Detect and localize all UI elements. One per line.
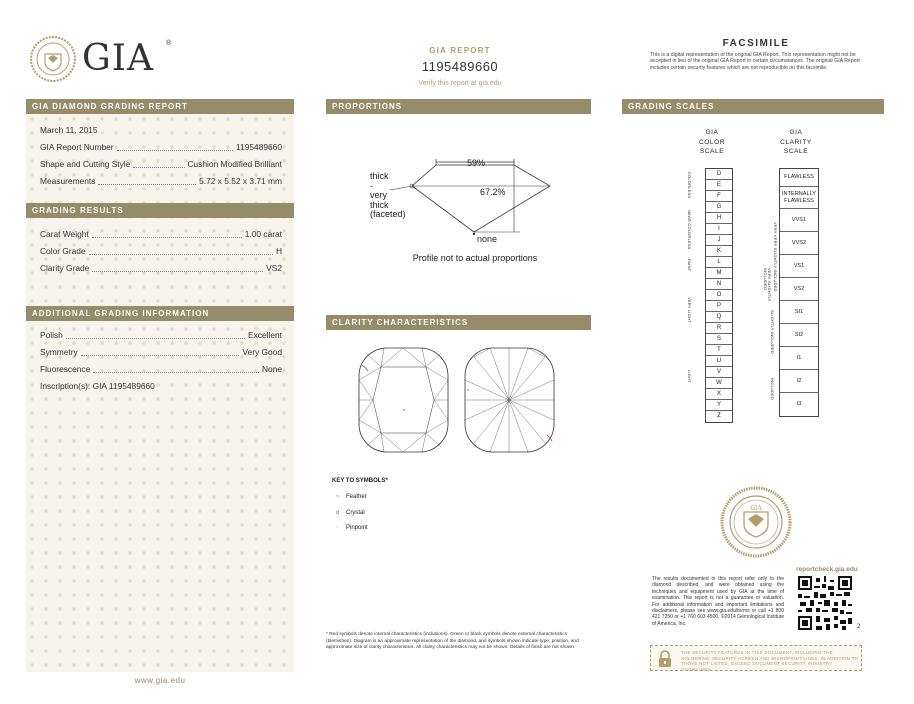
color-grade-cell: X <box>706 389 732 400</box>
clarity-grade-cell: SI1 <box>780 301 818 324</box>
footer-site-link[interactable]: www.gia.edu <box>134 676 186 685</box>
grading-scales-header: GRADING SCALES <box>622 99 884 114</box>
color-group-very-light: VERY LIGHT <box>687 297 692 323</box>
color-grade-cell: L <box>706 257 732 268</box>
clarity-group-si: SLIGHTLY INCLUDED <box>770 310 775 354</box>
inscription: Inscription(s): GIA 1195489660 <box>40 381 155 391</box>
clarity-grade-cell: INTERNALLY FLAWLESS <box>780 187 818 209</box>
report-number-row: GIA Report Number 1195489660 <box>26 139 294 156</box>
color-grade-cell: Q <box>706 312 732 323</box>
color-group-light: LIGHT <box>687 370 692 383</box>
facsimile-notice <box>650 38 862 71</box>
color-grade-cell: K <box>706 246 732 257</box>
clarity-plot-crown <box>356 345 451 455</box>
color-grade-cell: E <box>706 180 732 191</box>
qr-code-icon[interactable] <box>798 576 852 630</box>
color-grade-cell: M <box>706 268 732 279</box>
color-grade-cell: Z <box>717 413 721 419</box>
clarity-scale <box>779 168 819 417</box>
color-group-colorless: COLORLESS <box>687 172 692 199</box>
facsimile-title: FACSIMILE <box>722 38 790 49</box>
color-grade-cell: N <box>706 279 732 290</box>
report-label: GIA REPORT <box>429 46 491 55</box>
crystal-icon: o <box>336 510 340 516</box>
pinpoint-icon: · <box>336 525 338 531</box>
color-grade-cell: O <box>706 290 732 301</box>
key-feather: ~ Feather <box>336 494 367 500</box>
color-group-faint: FAINT <box>687 259 692 272</box>
gia-seal-icon <box>30 36 76 82</box>
carat-row: Carat Weight 1.00 carat <box>26 226 294 243</box>
fluorescence-row: Fluorescence None <box>26 361 294 378</box>
color-grade-row: Color Grade H <box>26 243 294 260</box>
color-grade-cell: J <box>706 235 732 246</box>
color-grade-cell: P <box>706 301 732 312</box>
key-pinpoint: · Pinpoint <box>336 525 368 531</box>
clarity-grade-cell: VVS2 <box>780 232 818 255</box>
table-percentage: 59% <box>467 158 486 168</box>
proportions-header: PROPORTIONS <box>326 99 591 114</box>
clarity-scale-title: GIA CLARITY SCALE <box>780 129 812 155</box>
registered-mark: ® <box>166 40 172 47</box>
additional-info-header: ADDITIONAL GRADING INFORMATION <box>26 306 294 321</box>
color-grade-cell: W <box>706 378 732 389</box>
color-scale-title: GIA COLOR SCALE <box>698 129 726 155</box>
feather-icon: ~ <box>336 494 340 500</box>
clarity-plot-pavilion <box>462 345 557 455</box>
clarity-grade-cell: FLAWLESS <box>780 169 818 187</box>
clarity-grade-cell: VVS1 <box>780 209 818 232</box>
clarity-grade-cell: SI2 <box>780 324 818 347</box>
shape-row: Shape and Cutting Style Cushion Modified Brilliant <box>26 156 294 173</box>
security-notice <box>650 645 862 671</box>
culet-value: none <box>477 234 498 244</box>
verify-link[interactable]: Verify this report at gia.edu <box>418 80 502 87</box>
color-grade-cell: V <box>706 367 732 378</box>
clarity-grade-cell: I3 <box>796 401 802 408</box>
left-panel <box>26 99 294 672</box>
measurements-row: Measurements 5.72 x 5.52 x 3.71 mm <box>26 173 294 190</box>
report-date: March 11, 2015 <box>40 125 98 135</box>
color-grade-cell: D <box>706 169 732 180</box>
color-grade-cell: Y <box>706 400 732 411</box>
clarity-footnote: * Red symbols denote internal characteristics (inclusions). Green or black symbols denote external characteristics (blemishes). Diagram is an approximate representation of the diamond, and symbols shown indicate type, position, and approximate size of clarity characteristics. All clarity characteristics may not be shown. Details of finish are not shown. <box>326 632 579 651</box>
clarity-header: CLARITY CHARACTERISTICS <box>326 315 591 330</box>
facsimile-text: This is a digital representation of the original GIA Report. This representation might not be accepted in lieu of the original GIA Report in certain circumstances. The original GIA Report includes certain security features which are not reproducible on this facsimile. <box>650 52 860 71</box>
color-grade-cell: T <box>706 345 732 356</box>
grading-report-header: GIA DIAMOND GRADING REPORT <box>26 99 294 114</box>
key-to-symbols-title: KEY TO SYMBOLS* <box>332 478 388 484</box>
report-number: 1195489660 <box>421 59 499 74</box>
color-grade-cell: F <box>706 191 732 202</box>
grading-results-header: GRADING RESULTS <box>26 203 294 218</box>
clarity-grade-cell: I1 <box>780 347 818 370</box>
key-crystal: o Crystal <box>336 510 365 516</box>
depth-percentage: 67.2% <box>480 187 506 197</box>
color-group-near-colorless: NEAR COLORLESS <box>687 210 692 250</box>
reportcheck-link[interactable]: reportcheck.gia.edu <box>796 566 858 573</box>
report-header <box>380 46 540 87</box>
qr-number: 2 <box>857 624 861 630</box>
lock-icon <box>657 650 673 668</box>
gia-large-seal-icon <box>720 486 792 558</box>
svg-text:GIA: GIA <box>750 505 762 512</box>
color-grade-cell: H <box>706 213 732 224</box>
color-scale <box>705 168 733 423</box>
clarity-grade-row: Clarity Grade VS2 <box>26 260 294 277</box>
logo-wordmark: GIA <box>82 38 154 79</box>
gia-logo <box>30 36 180 86</box>
profile-note: Profile not to actual proportions <box>412 253 538 263</box>
clarity-grade-cell: VS1 <box>780 255 818 278</box>
color-grade-cell: G <box>706 202 732 213</box>
clarity-group-vs: VERY SLIGHTLY INCLUDED <box>762 268 772 302</box>
clarity-grade-cell: VS2 <box>780 278 818 301</box>
color-grade-cell: I <box>706 224 732 235</box>
color-grade-cell: U <box>706 356 732 367</box>
clarity-group-included: INCLUDED <box>770 378 775 401</box>
security-text: THE SECURITY FEATURES IN THIS DOCUMENT, INCLUDING THE HOLOGRAM, SECURITY SCREEN AND MICROPRINT LINES, IN ADDITION TO THOSE NOT LISTED, EXCEED DOCUMENT SECURITY INDUSTRY GUIDELINES. <box>681 650 859 672</box>
color-grade-cell: S <box>706 334 732 345</box>
polish-row: Polish Excellent <box>26 327 294 344</box>
color-grade-cell: R <box>706 323 732 334</box>
clarity-group-vvs: VERY VERY SLIGHTLY INCLUDED <box>773 222 778 292</box>
disclaimer-text: The results documented in this report refer only to the diamond described, and were obtained using the techniques and equipment used by GIA at the time of examination. This report is not a guarantee or valuation. For additional information and important limitations and disclaimers, please see www.gia.edu/terms or call +1 800 421 7250 or +1 760 603 4500. ©2014 Gemological Institute of America, Inc. <box>652 576 784 627</box>
girdle-description: thick - very thick (faceted) <box>370 171 406 220</box>
symmetry-row: Symmetry Very Good <box>26 344 294 361</box>
clarity-grade-cell: I2 <box>780 370 818 393</box>
